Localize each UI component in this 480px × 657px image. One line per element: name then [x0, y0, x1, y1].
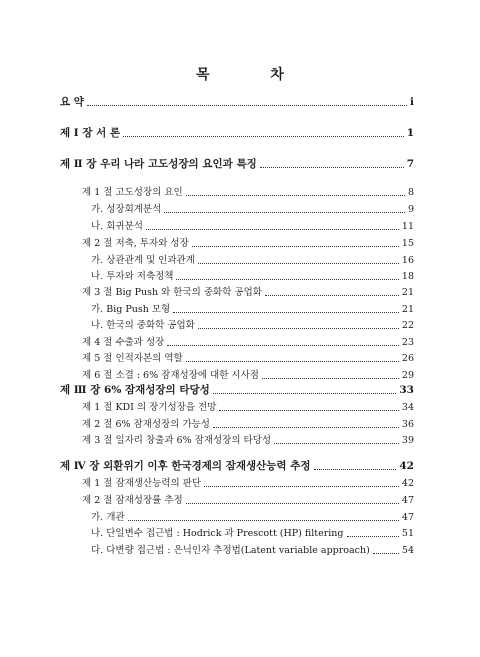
toc-leader-dots: [262, 378, 399, 379]
toc-entry: [82, 477, 414, 490]
toc-leader-dots: [373, 553, 399, 554]
toc-entry: [82, 352, 414, 365]
toc-entry-page-number: 1: [406, 127, 414, 139]
toc-entry-page-number: 33: [399, 384, 414, 396]
toc-entry-page-number: 22: [401, 320, 414, 331]
toc-leader-dots: [192, 246, 399, 247]
toc-leader-dots: [128, 520, 399, 521]
toc-leader-dots: [167, 345, 399, 346]
toc-entry-page-number: 54: [401, 545, 414, 556]
toc-entry: [91, 511, 414, 524]
toc-entry-page-number: 16: [401, 255, 414, 266]
toc-entry-label: 제 Ⅲ 장 6% 잠재성장의 타당성: [60, 384, 210, 396]
toc-entry-page-number: 9: [407, 204, 414, 215]
toc-entry: [82, 237, 414, 250]
toc-entry-label: 나. 단일변수 접근법 : Hodrick 과 Prescott (HP) filtering: [91, 528, 344, 539]
toc-entry: [82, 494, 414, 507]
toc-entry-label: 가. 개관: [91, 512, 125, 523]
toc-entry-label: 나. 투자와 저축정책: [91, 271, 174, 282]
toc-entry: [91, 203, 414, 216]
toc-entry: [91, 527, 414, 540]
toc-entry-label: 제 6 절 소결 : 6% 잠재성장에 대한 시사점: [82, 370, 259, 381]
toc-entry-page-number: i: [410, 96, 414, 108]
toc-leader-dots: [314, 469, 397, 470]
toc-leader-dots: [186, 503, 399, 504]
toc-leader-dots: [123, 136, 404, 137]
toc-entry-page-number: 21: [401, 287, 414, 298]
toc-entry-label: 제 4 절 수출과 성장: [82, 337, 165, 348]
toc-entry-label: 제 2 절 6% 잠재성장의 가능성: [82, 419, 210, 430]
toc-entry: [82, 434, 414, 447]
toc-entry-page-number: 11: [401, 221, 414, 232]
toc-entry-page-number: 18: [401, 271, 414, 282]
toc-entry: [82, 418, 414, 431]
toc-leader-dots: [204, 486, 399, 487]
toc-entry: [91, 220, 414, 233]
toc-entry-label: 다. 다변량 접근법 : 은닉인자 추정법(Latent variable approach): [91, 545, 370, 556]
toc-entry-label: 제 5 절 인적자본의 역할: [82, 353, 183, 364]
toc-leader-dots: [274, 443, 399, 444]
toc-entry-label: 제 3 절 Big Push 와 한국의 중화학 공업화: [82, 287, 262, 298]
toc-leader-dots: [213, 427, 399, 428]
toc-leader-dots: [213, 393, 397, 394]
toc-leader-dots: [164, 212, 405, 213]
toc-entry-label: 가. 성장회계분석: [91, 204, 162, 215]
toc-entry-page-number: 42: [399, 460, 414, 472]
toc-entry: [91, 319, 414, 332]
toc-entry: [91, 303, 414, 316]
toc-leader-dots: [186, 195, 405, 196]
toc-entry-page-number: 21: [401, 304, 414, 315]
toc-entry-label: 제 Ⅱ 장 우리 나라 고도성장의 요인과 특징: [60, 158, 257, 170]
toc-leader-dots: [146, 229, 399, 230]
toc-entry-page-number: 36: [401, 419, 414, 430]
toc-title: 목 차: [196, 67, 312, 83]
toc-entry: [91, 254, 414, 267]
toc-entry-page-number: 26: [401, 353, 414, 364]
toc-leader-dots: [198, 263, 399, 264]
toc-leader-dots: [265, 295, 399, 296]
toc-entry-page-number: 15: [401, 238, 414, 249]
toc-entry-label: 제 3 절 일자리 창출과 6% 잠재성장의 타당성: [82, 435, 272, 446]
toc-leader-dots: [176, 279, 398, 280]
toc-entry-page-number: 29: [401, 370, 414, 381]
toc-leader-dots: [260, 167, 404, 168]
toc-entry: [60, 96, 414, 109]
toc-entry-page-number: 7: [406, 158, 414, 170]
toc-entry-page-number: 51: [401, 528, 414, 539]
toc-entry-page-number: 39: [401, 435, 414, 446]
toc-entry-label: 가. Big Push 모형: [91, 304, 171, 315]
toc-entry-page-number: 8: [407, 187, 414, 198]
toc-entry-label: 나. 한국의 중화학 공업화: [91, 320, 195, 331]
toc-entry: [60, 158, 414, 171]
toc-entry-page-number: 47: [401, 495, 414, 506]
toc-entry: [82, 369, 414, 382]
toc-entry-label: 제 Ⅰ 장 서 론: [60, 127, 121, 139]
toc-entry-label: 가. 상관관계 및 인과관계: [91, 255, 195, 266]
toc-entry-label: 제 Ⅳ 장 외환위기 이후 한국경제의 잠재생산능력 추정: [60, 460, 311, 472]
toc-entry: [60, 384, 414, 397]
toc-entry: [82, 401, 414, 414]
toc-entry-label: 제 2 절 잠재성장률 추정: [82, 495, 183, 506]
toc-entry: [91, 270, 414, 283]
toc-leader-dots: [219, 410, 399, 411]
toc-entry-page-number: 23: [401, 337, 414, 348]
toc-entry: [82, 336, 414, 349]
toc-entry-label: 제 2 절 저축, 투자와 성장: [82, 238, 189, 249]
toc-leader-dots: [87, 105, 407, 106]
toc-entry-label: 제 1 절 잠재생산능력의 판단: [82, 478, 202, 489]
toc-entry-label: 제 1 절 고도성장의 요인: [82, 187, 183, 198]
toc-entry-label: 나. 회귀분석: [91, 221, 143, 232]
toc-leader-dots: [186, 361, 399, 362]
toc-entry: [60, 460, 414, 473]
toc-entry: [82, 286, 414, 299]
toc-leader-dots: [198, 328, 399, 329]
toc-entry: [82, 186, 414, 199]
toc-entry-page-number: 42: [401, 478, 414, 489]
toc-entry: [91, 544, 414, 557]
toc-entry-page-number: 47: [401, 512, 414, 523]
toc-leader-dots: [173, 312, 399, 313]
toc-entry: [60, 127, 414, 140]
toc-entry-label: 요 약: [60, 96, 84, 108]
toc-entry-label: 제 1 절 KDI 의 장기성장을 전망: [82, 402, 217, 413]
toc-entry-page-number: 34: [401, 402, 414, 413]
toc-leader-dots: [347, 536, 399, 537]
